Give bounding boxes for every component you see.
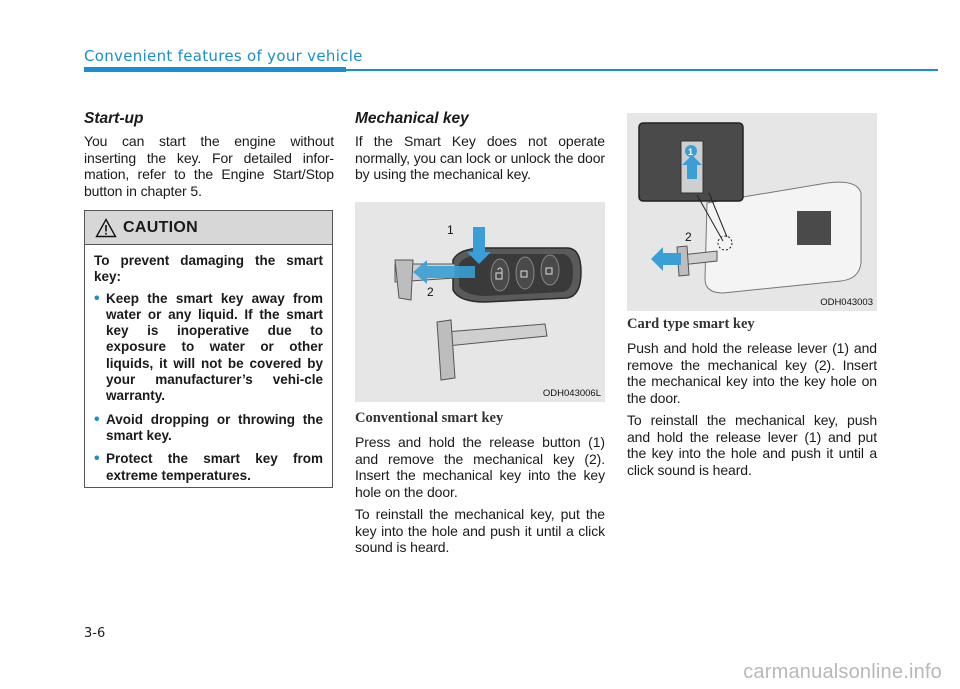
- page-number: 3-6: [84, 626, 106, 641]
- caution-item: • Keep the smart key away from water or any liquid. If the smart key is inoperative due to exposure to water or other liquids, it will not be covered by your manufacturer’s vehi-cle warranty.: [94, 291, 323, 405]
- caution-box: [84, 210, 333, 488]
- figure2-callout-2: 2: [685, 230, 692, 244]
- card-key-text-2: To reinstall the mechanical key, push and hold the release lever (1) and put the key into the hole and push it until a click sound is heard.: [627, 412, 877, 478]
- section-header-title: Convenient features of your vehicle: [84, 47, 363, 65]
- caution-list: [94, 291, 323, 484]
- caution-item: • Avoid dropping or throwing the smart key.: [94, 412, 323, 445]
- figure2-callout-1: 1: [688, 147, 694, 157]
- conventional-key-heading: Conventional smart key: [355, 410, 504, 426]
- startup-section: [84, 110, 334, 205]
- caution-item: • Protect the smart key from extreme temperatures.: [94, 451, 323, 484]
- startup-text: You can start the engine without inserting the key. For detailed infor-mation, refer to the Engine Start/Stop button in chapter 5.: [84, 133, 334, 199]
- card-key-illustration: [627, 113, 877, 311]
- conventional-key-text-2: To reinstall the mechanical key, put the key into the hole and push it until a click sound is heard.: [355, 506, 605, 555]
- caution-body: [85, 245, 332, 484]
- caution-label: CAUTION: [123, 218, 198, 236]
- figure1-callout-2: 2: [427, 285, 434, 299]
- caution-intro: To prevent damaging the smart key:: [94, 253, 323, 285]
- mechanical-key-heading: Mechanical key: [355, 110, 469, 127]
- mechanical-key-section: [355, 110, 605, 189]
- mechanical-key-text: If the Smart Key does not operate normally, you can lock or unlock the door by using the mechanical key.: [355, 133, 605, 182]
- card-key-figure: [627, 113, 877, 311]
- startup-heading: Start-up: [84, 110, 144, 127]
- caution-header: [85, 211, 332, 245]
- card-key-text-1: Push and hold the release lever (1) and remove the mechanical key (2). Insert the mechanical key into the key hole on the door.: [627, 340, 877, 406]
- watermark-text: carmanualsonline.info: [743, 661, 942, 683]
- card-key-heading: Card type smart key: [627, 316, 755, 332]
- conventional-key-text-1: Press and hold the release button (1) and remove the mechanical key (2). Insert the mechanical key into the key hole on the door.: [355, 434, 605, 500]
- smart-key-illustration: [355, 202, 605, 402]
- warning-triangle-icon: [95, 218, 117, 238]
- header-accent-bar: [84, 67, 346, 72]
- card-key-section: [627, 316, 877, 484]
- figure1-callout-1: 1: [447, 223, 454, 237]
- figure1-code: ODH043006L: [542, 388, 601, 399]
- header-rule: [346, 69, 938, 71]
- figure2-code: ODH043003: [820, 297, 873, 308]
- conventional-key-figure: [355, 202, 605, 402]
- conventional-key-section: [355, 410, 605, 562]
